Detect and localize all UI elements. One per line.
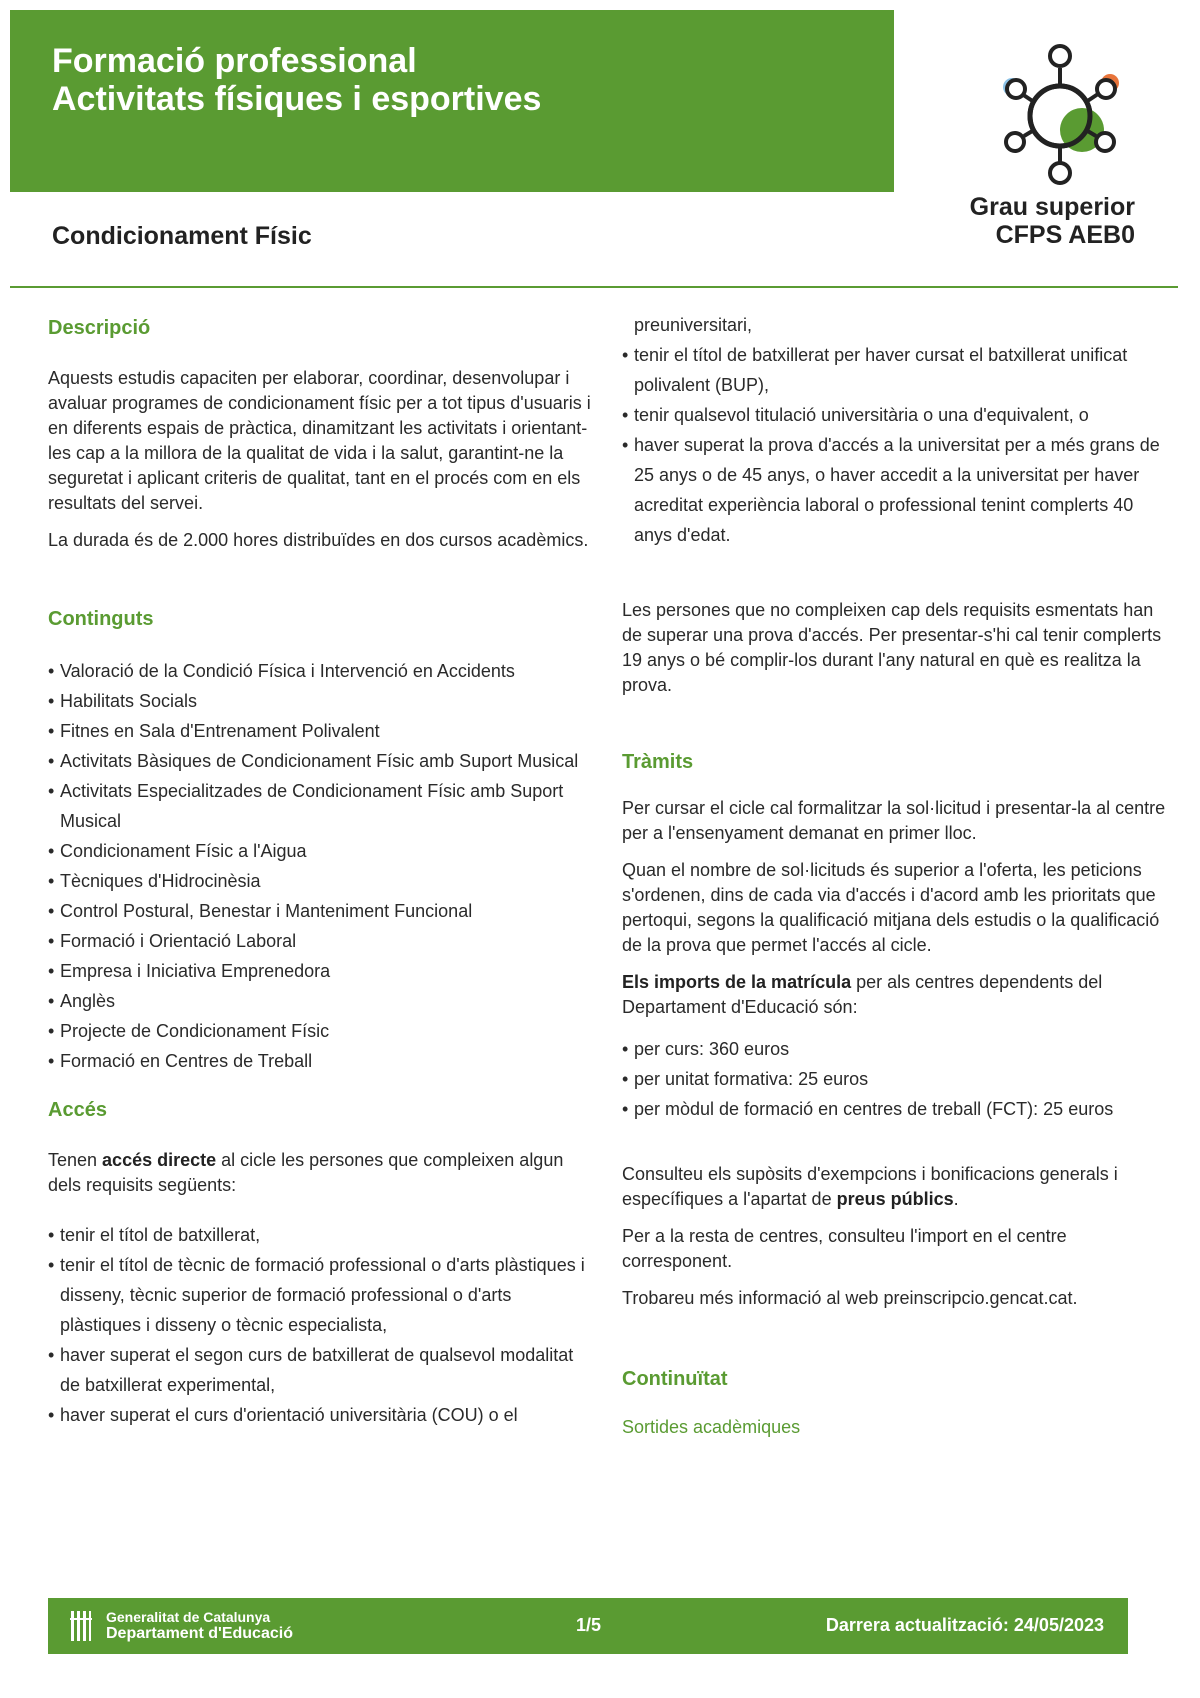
list-item: • Projecte de Condicionament Físic bbox=[48, 1016, 593, 1046]
list-item: • per mòdul de formació en centres de treball (FCT): 25 euros bbox=[622, 1094, 1172, 1124]
right-column bbox=[622, 316, 1172, 1440]
access-direct-label: accés directe bbox=[102, 1150, 217, 1170]
exemptions-paragraph: Consulteu els supòsits d'exempcions i bonificacions generals i específiques a l'apartat de preus públics. bbox=[622, 1164, 1118, 1209]
list-item: • tenir el títol de tècnic de formació professional o d'arts plàstiques i disseny, tècnic superior de formació professional o d'arts plàstiques i disseny o tècnic especialista, bbox=[48, 1250, 593, 1340]
section-heading-acces: Accés bbox=[48, 1099, 107, 1121]
list-item: • haver superat el curs d'orientació universitària (COU) o el bbox=[48, 1400, 593, 1430]
fees-list bbox=[622, 1034, 1172, 1124]
list-item: • Formació i Orientació Laboral bbox=[48, 926, 593, 956]
list-item: • tenir el títol de batxillerat, bbox=[48, 1220, 593, 1250]
other-centres-paragraph: Per a la resta de centres, consulteu l'import en el centre corresponent. bbox=[622, 1226, 1067, 1271]
list-item: • Formació en Centres de Treball bbox=[48, 1046, 593, 1076]
organization-name bbox=[106, 1609, 293, 1643]
list-item: • Empresa i Iniciativa Emprenedora bbox=[48, 956, 593, 986]
cycle-logo-icon bbox=[990, 36, 1130, 186]
page-title bbox=[52, 42, 541, 118]
list-item: • per curs: 360 euros bbox=[622, 1034, 1172, 1064]
title-line-2: Activitats físiques i esportives bbox=[52, 80, 542, 118]
left-column bbox=[48, 316, 593, 1430]
access-requirements-list bbox=[48, 1220, 593, 1430]
list-item: • Fitnes en Sala d'Entrenament Polivalent bbox=[48, 716, 593, 746]
list-item: • per unitat formativa: 25 euros bbox=[622, 1064, 1172, 1094]
access-intro: Tenen accés directe al cicle les persones que compleixen algun dels requisits següents: bbox=[48, 1150, 564, 1195]
last-updated: Darrera actualització: 24/05/2023 bbox=[825, 1615, 1104, 1635]
list-item: • Activitats Especialitzades de Condicionament Físic amb Suport Musical bbox=[48, 776, 593, 836]
section-heading-descripcio: Descripció bbox=[48, 317, 151, 339]
fees-intro: Els imports de la matrícula per als centres dependents del Departament d'Educació són: bbox=[622, 972, 1103, 1017]
header-divider bbox=[10, 286, 1178, 288]
tramits-paragraph-2: Quan el nombre de sol·licituds és superior a l'oferta, les peticions s'ordenen, dins de cada via d'accés i d'acord amb les prioritats que pertoqui, segons la qualificació mitjana dels estudis o la qualificació de la prova que permet l'accés al cicle. bbox=[622, 860, 1160, 955]
more-info-paragraph: Trobareu més informació al web preinscripcio.gencat.cat. bbox=[622, 1288, 1078, 1308]
page-number: 1/5 bbox=[576, 1615, 602, 1635]
description-paragraph: Aquests estudis capaciten per elaborar, coordinar, desenvolupar i avaluar programes de condicionament físic per a tot tipus d'usuaris i en diferents espais de pràctica, dinamitzant les activitats i orientant-les cap a la millora de la qualitat de vida i la salut, garantint-ne la seguretat i aplicant criteris de qualitat, tant en el procés com en els resultats del servei. bbox=[48, 368, 591, 513]
header-banner bbox=[10, 10, 894, 192]
list-item: • haver superat la prova d'accés a la universitat per a més grans de 25 anys o de 45 anys, o haver accedit a la universitat per haver acreditat experiència laboral o professional tenint complerts 40 anys d'edat. bbox=[622, 430, 1172, 550]
generalitat-logo-icon bbox=[70, 1610, 92, 1642]
list-item: • Activitats Bàsiques de Condicionament Físic amb Suport Musical bbox=[48, 746, 593, 776]
cycle-code: CFPS AEB0 bbox=[995, 221, 1135, 249]
list-item: • Tècniques d'Hidrocinèsia bbox=[48, 866, 593, 896]
section-heading-tramits: Tràmits bbox=[622, 751, 694, 773]
list-item: • Condicionament Físic a l'Aigua bbox=[48, 836, 593, 866]
tramits-paragraph-1: Per cursar el cicle cal formalitzar la sol·licitud i presentar-la al centre per a l'ensenyament demanat en primer lloc. bbox=[622, 798, 1166, 843]
duration-paragraph: La durada és de 2.000 hores distribuïdes en dos cursos acadèmics. bbox=[48, 530, 589, 550]
list-item: • tenir el títol de batxillerat per haver cursat el batxillerat unificat polivalent (BUP), bbox=[622, 340, 1172, 400]
academic-outlets-label: Sortides acadèmiques bbox=[622, 1417, 801, 1437]
list-item: • Anglès bbox=[48, 986, 593, 1016]
footer-bar bbox=[48, 1598, 1128, 1654]
list-item-continuation: preuniversitari, bbox=[634, 315, 753, 335]
grade-level: Grau superior bbox=[969, 193, 1135, 221]
list-item: • Valoració de la Condició Física i Intervenció en Accidents bbox=[48, 656, 593, 686]
org-line-1: Generalitat de Catalunya bbox=[106, 1609, 271, 1625]
title-line-1: Formació professional bbox=[52, 42, 417, 80]
access-exam-paragraph: Les persones que no compleixen cap dels requisits esmentats han de superar una prova d'accés. Per presentar-s'hi cal tenir complerts 19 anys o bé complir-los durant l'any natural en què es realitza la prova. bbox=[622, 600, 1162, 695]
public-prices-link[interactable]: preus públics bbox=[836, 1189, 954, 1209]
section-heading-continguts: Continguts bbox=[48, 608, 154, 630]
modules-list bbox=[48, 656, 593, 1076]
fees-label: imports de la matrícula bbox=[654, 972, 852, 992]
access-requirements-list-continued bbox=[622, 340, 1172, 550]
grade-label bbox=[970, 193, 1135, 249]
cycle-name: Condicionament Físic bbox=[52, 222, 312, 250]
list-item: • tenir qualsevol titulació universitària o una d'equivalent, o bbox=[622, 400, 1172, 430]
list-item: • Habilitats Socials bbox=[48, 686, 593, 716]
section-heading-continuitat: Continuïtat bbox=[622, 1368, 728, 1390]
org-line-2: Departament d'Educació bbox=[106, 1625, 293, 1642]
list-item: • Control Postural, Benestar i Manteniment Funcional bbox=[48, 896, 593, 926]
list-item: • haver superat el segon curs de batxillerat de qualsevol modalitat de batxillerat experimental, bbox=[48, 1340, 593, 1400]
